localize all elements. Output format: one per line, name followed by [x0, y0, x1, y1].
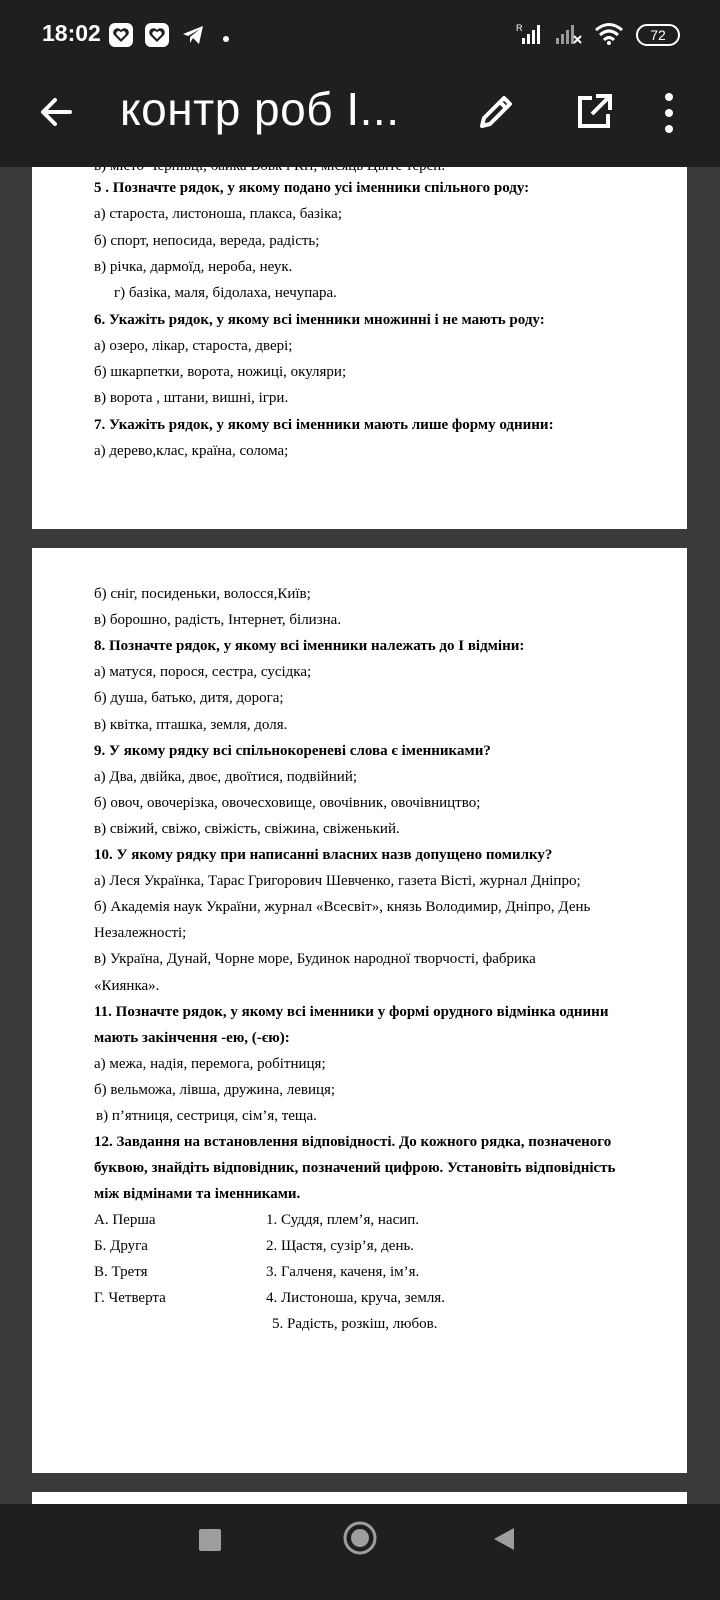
question-heading: мають закінчення -ею, (-єю): [94, 1029, 290, 1046]
document-page-2 [32, 548, 687, 1473]
question-heading: 9. У якому рядку всі спільнокореневі слова є іменниками? [94, 742, 491, 759]
matching-left-item: В. Третя [94, 1264, 148, 1280]
answer-option: в) ворота , штани, вишні, ігри. [94, 390, 289, 407]
answer-option: а) дерево,клас, країна, солома; [94, 443, 289, 459]
matching-right-item: 1. Суддя, плем’я, насип. [266, 1212, 420, 1228]
system-nav-bar [0, 1504, 720, 1600]
question-heading: 5 . Позначте рядок, у якому подано усі іменники спільного роду: [94, 180, 530, 196]
answer-option: в) п’ятниця, сестриця, сім’я, теща. [96, 1108, 317, 1124]
matching-right-item: 4. Листоноша, круча, земля. [266, 1290, 445, 1306]
answer-option: а) межа, надія, перемога, робітниця; [94, 1055, 326, 1072]
more-vert-icon[interactable] [662, 92, 676, 134]
answer-option: в) квітка, пташка, земля, доля. [94, 716, 288, 733]
status-time: 18:02 [42, 20, 101, 46]
answer-option: в) річка, дармоїд, нероба, неук. [94, 258, 293, 275]
open-external-icon[interactable] [572, 90, 616, 134]
answer-option: а) Два, двійка, двоє, двоїтися, подвійний; [94, 768, 358, 785]
answer-option: в) свіжий, свіжо, свіжість, свіжина, свіженький. [94, 820, 400, 837]
document-title: контр роб І... [120, 83, 400, 135]
question-heading: 8. Позначте рядок, у якому всі іменники належать до І відміни: [94, 638, 525, 655]
app-top-bar [0, 0, 720, 167]
battery-icon: 72 [636, 24, 680, 46]
answer-option: г) базіка, маля, бідолаха, нечупара. [114, 285, 337, 302]
answer-option: б) вельможа, лівша, дружина, левиця; [94, 1081, 336, 1098]
home-circle-icon[interactable] [342, 1520, 378, 1561]
back-triangle-icon[interactable] [492, 1526, 516, 1557]
question-heading: 7. Укажіть рядок, у якому всі іменники мають лише форму однини: [94, 416, 554, 433]
dot-icon [222, 30, 230, 48]
answer-option: Незалежності; [94, 925, 187, 942]
question-heading: 12. Завдання на встановлення відповідності. До кожного рядка, позначеного [94, 1134, 612, 1151]
answer-option: б) спорт, непосида, вереда, радість; [94, 232, 320, 249]
matching-right-item: 3. Галченя, каченя, ім’я. [266, 1264, 420, 1280]
answer-option: а) матуся, порося, сестра, сусідка; [94, 664, 312, 681]
matching-left-item: А. Перша [94, 1212, 156, 1228]
recents-square-icon[interactable] [198, 1528, 222, 1557]
answer-option: в) Україна, Дунай, Чорне море, Будинок народної творчості, фабрика [94, 951, 536, 968]
question-heading: 11. Позначте рядок, у якому всі іменники у формі орудного відмінка однини [94, 1003, 609, 1020]
answer-option: в) борошно, радість, Інтернет, білизна. [94, 612, 342, 629]
answer-option: б) душа, батько, дитя, дорога; [94, 690, 284, 707]
answer-option: «Киянка». [94, 977, 160, 994]
question-heading: 10. У якому рядку при написанні власних назв допущено помилку? [94, 847, 553, 863]
matching-right-item: 2. Щастя, сузір’я, день. [266, 1238, 415, 1254]
answer-option: б) овоч, овочерізка, овочесховище, овочівник, овочівництво; [94, 794, 481, 811]
question-heading: буквою, знайдіть відповідник, позначений цифрою. Установіть відповідність [94, 1160, 616, 1177]
signal-icon [516, 22, 544, 51]
heart-app-icon [144, 22, 170, 53]
answer-option: б) шкарпетки, ворота, ножиці, окуляри; [94, 364, 347, 381]
answer-option: б) Академія наук України, журнал «Всесвіт», князь Володимир, Дніпро, День [94, 899, 591, 916]
heart-app-icon [108, 22, 134, 53]
pencil-icon[interactable] [474, 90, 518, 134]
back-arrow-icon[interactable] [36, 92, 76, 132]
wifi-icon [594, 22, 624, 51]
signal-off-icon [554, 22, 582, 51]
svg-text:R: R [516, 23, 523, 33]
question-heading: між відмінами та іменниками. [94, 1186, 301, 1203]
matching-left-item: Б. Друга [94, 1238, 148, 1254]
answer-option: а) Леся Українка, Тарас Григорович Шевченко, газета Вісті, журнал Дніпро; [94, 873, 581, 890]
answer-option: а) озеро, лікар, староста, двері; [94, 337, 293, 354]
answer-option: б) сніг, посиденьки, волосся,Київ; [94, 586, 311, 602]
question-heading: 6. Укажіть рядок, у якому всі іменники множинні і не мають роду: [94, 311, 545, 328]
matching-left-item: Г. Четверта [94, 1290, 166, 1306]
answer-option: а) староста, листоноша, плакса, базіка; [94, 206, 342, 223]
telegram-icon [180, 22, 206, 53]
matching-right-item: 5. Радість, розкіш, любов. [272, 1316, 438, 1332]
